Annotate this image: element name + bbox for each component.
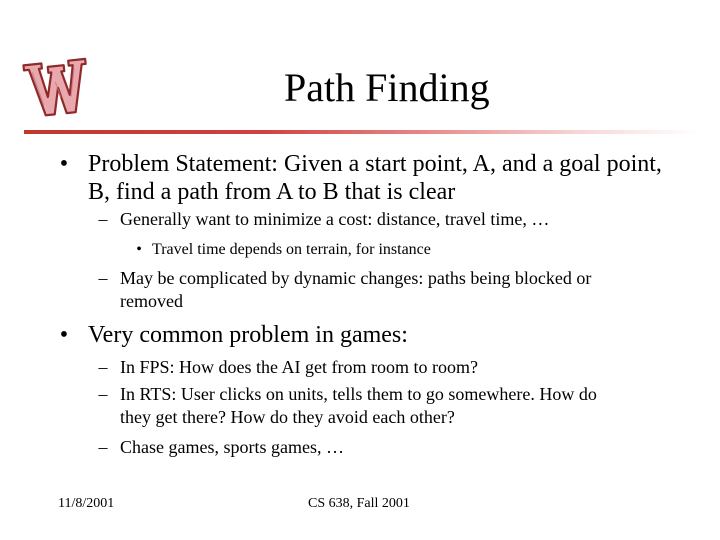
sub-bullet-text: removed bbox=[120, 291, 183, 311]
sub-bullet-marker: – bbox=[98, 209, 108, 229]
sub-bullet-text: In RTS: User clicks on units, tells them to go somewhere. How do bbox=[120, 384, 597, 404]
sub-bullet-marker: – bbox=[98, 384, 108, 404]
sub-bullet-text: In FPS: How does the AI get from room to room? bbox=[120, 357, 478, 377]
footer-course: CS 638, Fall 2001 bbox=[308, 496, 410, 511]
bullet-marker: • bbox=[59, 322, 69, 348]
sub-sub-bullet-marker: • bbox=[136, 241, 142, 258]
sub-bullet-marker: – bbox=[98, 268, 108, 288]
sub-bullet-marker: – bbox=[98, 357, 108, 377]
sub-bullet-text: May be complicated by dynamic changes: paths being blocked or bbox=[120, 268, 592, 288]
sub-bullet-text: Chase games, sports games, … bbox=[120, 437, 344, 457]
title-divider bbox=[24, 130, 700, 134]
bullet-text: Problem Statement: Given a start point, A, and a goal point, bbox=[88, 151, 662, 177]
bullet-text: B, find a path from A to B that is clear bbox=[88, 179, 456, 205]
bullet-marker: • bbox=[59, 151, 69, 177]
sub-bullet-marker: – bbox=[98, 437, 108, 457]
sub-bullet-text: they get there? How do they avoid each other? bbox=[120, 407, 455, 427]
wisconsin-w-logo-icon bbox=[20, 52, 94, 124]
slide-title: Path Finding bbox=[284, 65, 490, 110]
bullet-text: Very common problem in games: bbox=[88, 322, 408, 348]
sub-sub-bullet-text: Travel time depends on terrain, for instance bbox=[152, 241, 431, 258]
footer-date: 11/8/2001 bbox=[58, 496, 115, 511]
sub-bullet-text: Generally want to minimize a cost: distance, travel time, … bbox=[120, 209, 550, 229]
